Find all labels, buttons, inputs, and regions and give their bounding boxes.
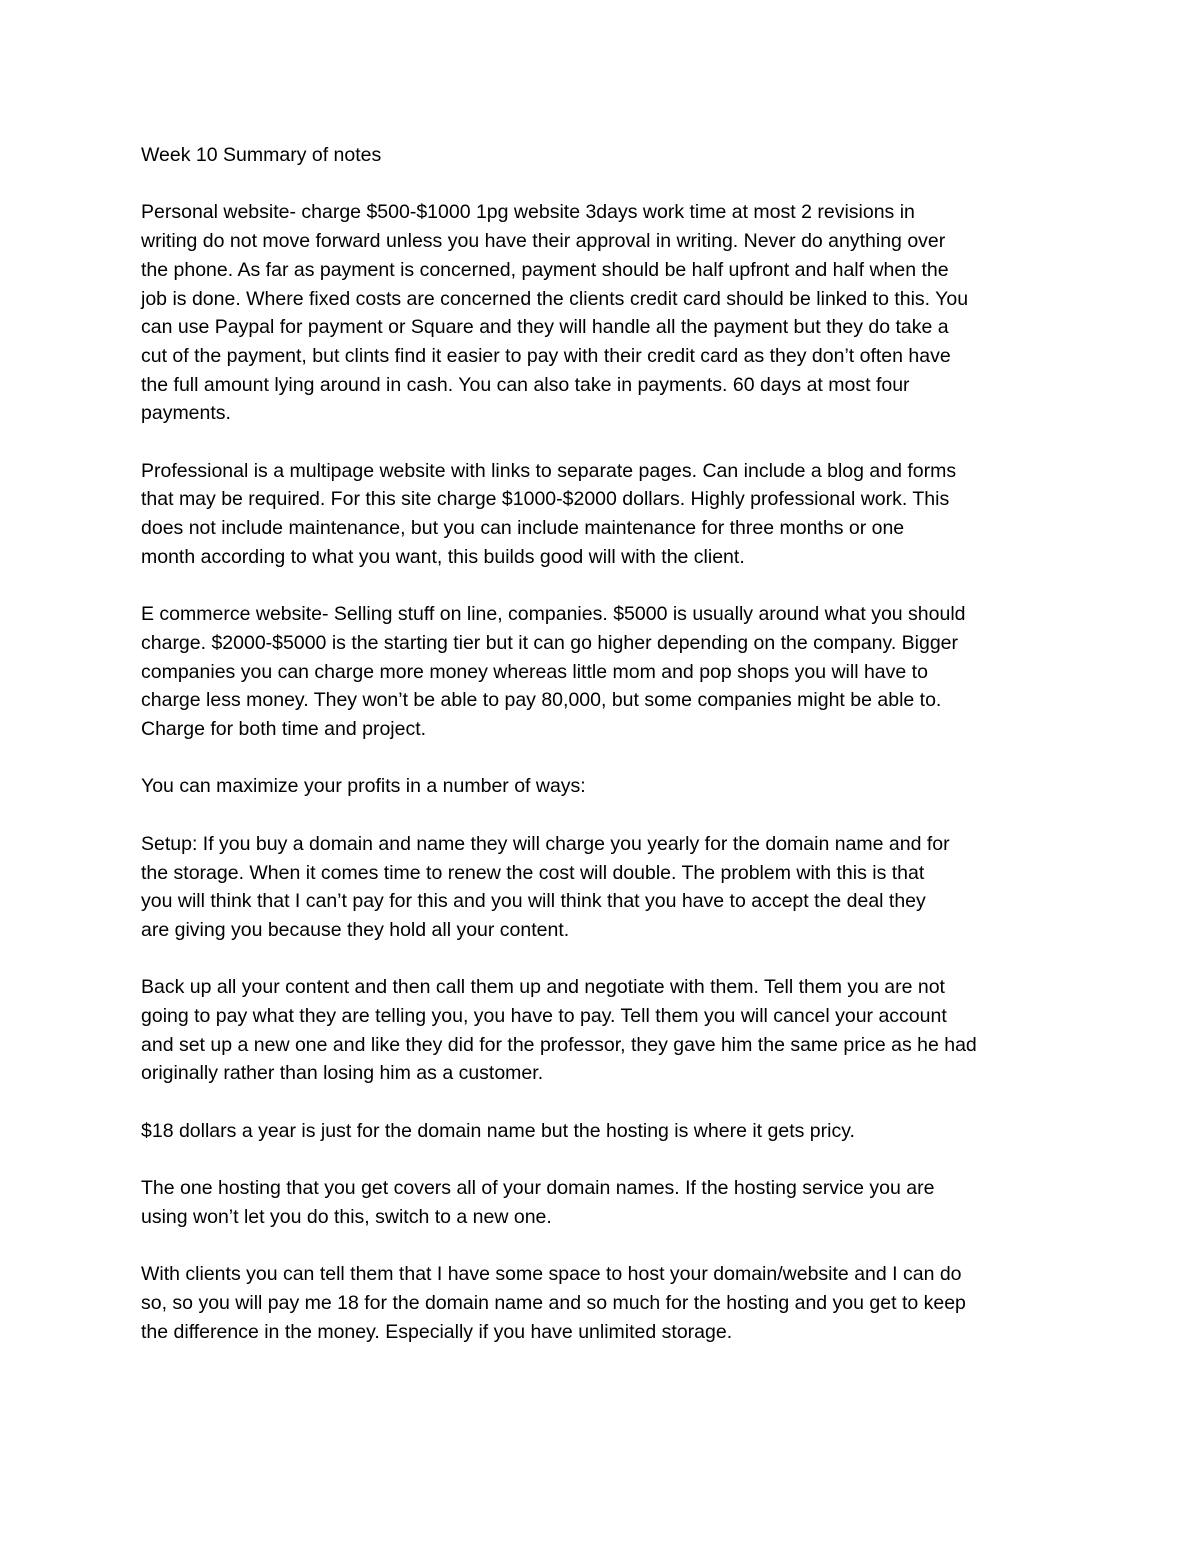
text-line: payments. (141, 402, 231, 425)
text-line: charge. $2000-$5000 is the starting tier but it can go higher depending on the company. Bigger (141, 631, 959, 654)
paragraph-setup (141, 830, 1076, 945)
text-line: Personal website- charge $500-$1000 1pg website 3days work time at most 2 revisions in (141, 201, 915, 224)
paragraph-domain-cost (141, 1117, 1076, 1146)
paragraph-personal-website (141, 198, 1076, 428)
text-line: You can maximize your profits in a number of ways: (141, 775, 586, 798)
text-line: originally rather than losing him as a customer. (141, 1062, 544, 1085)
text-line: cut of the payment, but clints find it easier to pay with their credit card as they don’t often have (141, 344, 951, 367)
text-line: does not include maintenance, but you can include maintenance for three months or one (141, 517, 905, 540)
text-line: E commerce website- Selling stuff on line, companies. $5000 is usually around what you should (141, 603, 966, 626)
text-line: and set up a new one and like they did for the professor, they gave him the same price as he had (141, 1033, 977, 1056)
text-line: using won’t let you do this, switch to a new one. (141, 1205, 552, 1228)
text-line: Professional is a multipage website with links to separate pages. Can include a blog and forms (141, 459, 957, 482)
text-line: The one hosting that you get covers all of your domain names. If the hosting service you are (141, 1177, 935, 1200)
paragraph-hosting (141, 1174, 1076, 1231)
text-line: the storage. When it comes time to renew the cost will double. The problem with this is that (141, 861, 925, 884)
text-line: With clients you can tell them that I have some space to host your domain/website and I can do (141, 1263, 962, 1286)
text-line: are giving you because they hold all your content. (141, 918, 570, 941)
text-line: writing do not move forward unless you have their approval in writing. Never do anything over (141, 230, 946, 253)
paragraph-clients (141, 1260, 1076, 1346)
text-line: so, so you will pay me 18 for the domain name and so much for the hosting and you get to keep (141, 1291, 966, 1314)
document-title: Week 10 Summary of notes (141, 144, 382, 166)
text-line: you will think that I can’t pay for this and you will think that you have to accept the deal they (141, 890, 926, 913)
text-line: that may be required. For this site charge $1000-$2000 dollars. Highly professional work. This (141, 488, 950, 511)
paragraph-maximize-profits (141, 772, 1076, 801)
paragraph-professional-website (141, 457, 1076, 572)
text-line: the full amount lying around in cash. You can also take in payments. 60 days at most four (141, 373, 910, 396)
text-line: going to pay what they are telling you, you have to pay. Tell them you will cancel your account (141, 1005, 947, 1027)
text-line: charge less money. They won’t be able to pay 80,000, but some companies might be able to. (141, 689, 942, 712)
text-line: job is done. Where fixed costs are concerned the clients credit card should be linked to this. You (141, 287, 969, 310)
text-line: companies you can charge more money whereas little mom and pop shops you will have to (141, 660, 928, 683)
text-line: Charge for both time and project. (141, 718, 427, 741)
text-line: the phone. As far as payment is concerned, payment should be half upfront and half when the (141, 258, 949, 281)
text-line: month according to what you want, this builds good will with the client. (141, 545, 745, 568)
text-line: $18 dollars a year is just for the domain name but the hosting is where it gets pricy. (141, 1119, 855, 1142)
text-line: the difference in the money. Especially if you have unlimited storage. (141, 1320, 733, 1343)
document-body (141, 141, 1076, 1375)
text-line: Setup: If you buy a domain and name they will charge you yearly for the domain name and for (141, 832, 950, 855)
text-line: Back up all your content and then call them up and negotiate with them. Tell them you are not (141, 976, 945, 999)
paragraph-back-up (141, 973, 1076, 1088)
paragraph-ecommerce-website (141, 600, 1076, 744)
text-line: can use Paypal for payment or Square and they will handle all the payment but they do take a (141, 316, 949, 339)
